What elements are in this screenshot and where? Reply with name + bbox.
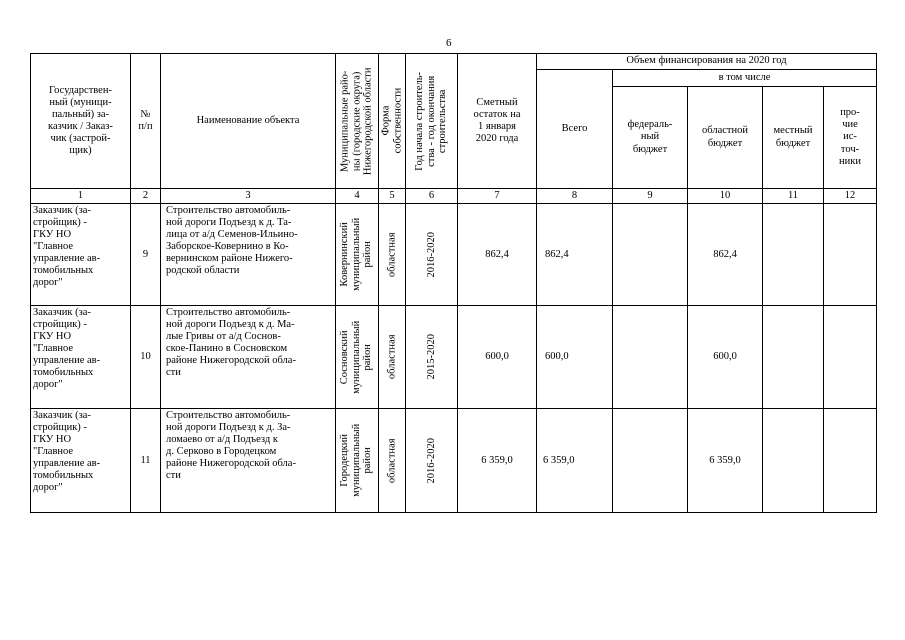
row-years-cell (406, 306, 458, 409)
row-number: 9 (131, 204, 161, 306)
row-customer: Заказчик (за- стройщик) - ГКУ НО "Главное управление ав- томобильных дорог" (31, 409, 131, 513)
row-customer: Заказчик (за- стройщик) - ГКУ НО "Главное управление ав- томобильных дорог" (31, 306, 131, 409)
table-row (31, 306, 877, 409)
row-total: 600,0 (537, 306, 613, 409)
row-municipality: Сосновский муниципальный район (339, 320, 374, 394)
column-number: 2 (131, 189, 161, 204)
row-ownership: областная (386, 232, 398, 277)
row-regional: 862,4 (688, 204, 763, 306)
column-number: 1 (31, 189, 131, 204)
header-funding-2020: Объем финансирования на 2020 год (537, 54, 877, 70)
header-total: Всего (537, 70, 613, 189)
column-number: 4 (336, 189, 379, 204)
column-number: 5 (379, 189, 406, 204)
row-total: 862,4 (537, 204, 613, 306)
header-including: в том числе (613, 70, 877, 87)
row-number: 10 (131, 306, 161, 409)
row-federal (613, 409, 688, 513)
row-local (763, 306, 824, 409)
row-years: 2016-2020 (425, 437, 437, 484)
column-number: 9 (613, 189, 688, 204)
header-federal: федераль- ный бюджет (613, 87, 688, 189)
table-row (31, 409, 877, 513)
table-row (31, 204, 877, 306)
header-customer: Государствен- ный (муници- пальный) за- казчик / Заказ- чик (застрой- щик) (31, 54, 131, 189)
column-number-row (31, 189, 877, 204)
row-object: Строительство автомобиль- ной дороги Подъезд к д. Та- лица от а/д Семенов-Ильино- Заборское-Ковернино в Ко- вернинском районе Нижего- родской области (161, 204, 336, 306)
row-years: 2015-2020 (425, 334, 437, 380)
header-row-1 (31, 54, 877, 70)
row-federal (613, 204, 688, 306)
row-ownership: областная (386, 438, 398, 483)
row-local (763, 204, 824, 306)
row-balance: 6 359,0 (458, 409, 537, 513)
row-ownership-cell (379, 409, 406, 513)
column-number: 8 (537, 189, 613, 204)
row-years-cell (406, 409, 458, 513)
header-ownership-cell (379, 54, 406, 189)
column-number: 10 (688, 189, 763, 204)
page-number: 6 (446, 37, 452, 49)
row-municipality-cell (336, 409, 379, 513)
row-object: Строительство автомобиль- ной дороги Подъезд к д. За- ломаево от а/д Подъезд к д. Серково в Городецком районе Нижегородской обла- сти (161, 409, 336, 513)
row-years: 2016-2020 (425, 231, 437, 278)
header-years-cell (406, 54, 458, 189)
column-number: 6 (406, 189, 458, 204)
header-regional: областной бюджет (688, 87, 763, 189)
row-balance: 862,4 (458, 204, 537, 306)
column-number: 11 (763, 189, 824, 204)
row-federal (613, 306, 688, 409)
row-ownership: областная (386, 334, 398, 380)
header-municipality: Муниципальные райо- ны (городские округа) Нижегородской области (339, 67, 374, 175)
row-number: 11 (131, 409, 161, 513)
column-number: 3 (161, 189, 336, 204)
header-ownership: Форма собственности (380, 88, 403, 154)
row-local (763, 409, 824, 513)
column-number: 7 (458, 189, 537, 204)
row-municipality-cell (336, 204, 379, 306)
row-other (824, 409, 877, 513)
header-object-name: Наименование объекта (161, 54, 336, 189)
row-years-cell (406, 204, 458, 306)
row-customer: Заказчик (за- стройщик) - ГКУ НО "Главное управление ав- томобильных дорог" (31, 204, 131, 306)
column-number: 12 (824, 189, 877, 204)
row-other (824, 204, 877, 306)
row-regional: 600,0 (688, 306, 763, 409)
row-ownership-cell (379, 306, 406, 409)
row-object: Строительство автомобиль- ной дороги Подъезд к д. Ма- лые Гривы от а/д Соснов- ское-Панино в Сосновском районе Нижегородской обла- сти (161, 306, 336, 409)
row-other (824, 306, 877, 409)
row-regional: 6 359,0 (688, 409, 763, 513)
header-other: про- чие ис- точ- ники (824, 87, 877, 189)
row-municipality-cell (336, 306, 379, 409)
header-local: местный бюджет (763, 87, 824, 189)
header-num: № п/п (131, 54, 161, 189)
header-balance: Сметный остаток на 1 января 2020 года (458, 54, 537, 189)
row-total: 6 359,0 (537, 409, 613, 513)
row-municipality: Городецкий муниципальный район (339, 424, 374, 498)
row-ownership-cell (379, 204, 406, 306)
header-municipality-cell (336, 54, 379, 189)
row-municipality: Ковернинский муниципальный район (339, 218, 374, 292)
row-balance: 600,0 (458, 306, 537, 409)
header-years: Год начала строитель- ства - год окончания строительства (414, 71, 449, 171)
funding-table (30, 53, 877, 513)
